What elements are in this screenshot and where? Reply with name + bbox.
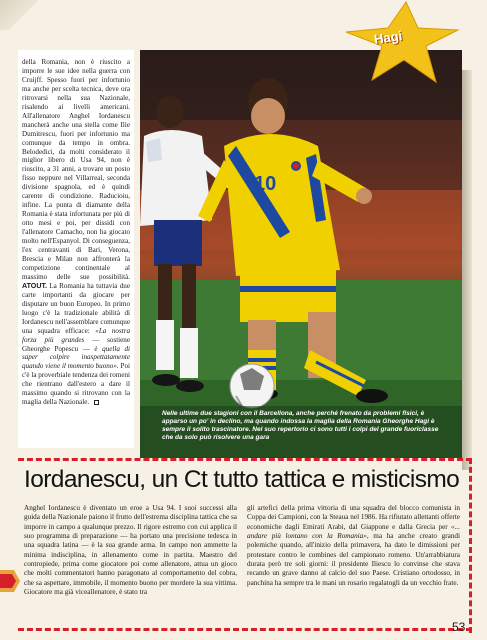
left-text-column [18, 50, 134, 448]
left-paragraph-2c: Poi c'è la proverbiale tendenza dei romeni che rientrano dall'estero a dare il massimo quando si ritrovano con la maglia della Nazionale. [22, 362, 130, 407]
shirt-number: 10 [254, 173, 277, 195]
left-paragraph-2a: La Romania ha tuttavia due carte importanti da giocare per disputare un buon Europeo. In primo luogo c'è la tradizionale abilità di Iordanescu nell'assemblare comunque una squadra efficace: [22, 281, 130, 335]
photo-caption: Nelle ultime due stagioni con il Barcellona, anche perché frenato da problemi fisici, è apparso un po' in declino, ma quando indossa la maglia della Romania Gheorghe Hagi è sempre il solito trascinatore. Nel suo repertorio ci sono tutti i colpi del grande fuoriclasse che da solo può risolvere una gara [162, 410, 439, 442]
article-column-2 [247, 504, 460, 597]
page-number: 53 [452, 620, 466, 634]
left-paragraph-2b: sostiene Gheorghe Popescu [22, 335, 130, 353]
photo-shadow [462, 70, 472, 470]
hagi-action-photo [140, 50, 462, 458]
end-of-article-mark [94, 400, 99, 405]
page-curl [0, 0, 40, 30]
article-columns [24, 504, 460, 597]
article-col2-quote: «... andare più lontano con la Romania», [247, 522, 460, 541]
article-top-border [18, 458, 472, 461]
iordanescu-article [14, 458, 472, 633]
article-col1-text: Anghel Iordanescu è diventato un eroe a Usa 94. I suoi successi alla guida della Nazionale paiono il frutto dell'estrema disciplina tattica che sa imporre in campo a qualunque prezzo. Il rigore estremo con cui applica il suo programma di preparazione — ha portato una precisione tedesca in una squadra latina — è la sua grande arma. In campo non ammette la minima indisciplina, in allenamento come in partita. Maestro del contropiede, prima come giocatore poi come allenatore, attua un gioco che molti commentatori hanno paragonato al comportamento del cobra, che sa aspettare, immobile, il momento buono per mordere la sua vittima. Giocatore ma già viceallenatore, è stato tra [24, 504, 237, 597]
badge-label: Hagi [373, 28, 404, 47]
football [230, 364, 274, 408]
popescu-quote-2: è quella di saper colpire inaspettatamente quando viene il momento buono». [22, 344, 130, 371]
article-bottom-border [18, 628, 472, 631]
article-col2-text-b: ma ha anche creato grandi polemiche quando, all'inizio della primavera, ha dato le dimissioni per protestare contro le combines del campionato romeno. Un'arrabbiatura durata però tre soli giorni: il presidente Iliescu lo convinse che stava recando un grave danno al calcio del suo Paese. Cristiano ortodosso, in panchina ha sempre tra le mani un rosario regalatogli da un vecchio frate. [247, 532, 460, 587]
red-pointer-icon [0, 566, 22, 596]
article-headline: Iordanescu, un Ct tutto tattica e misticismo [24, 466, 460, 493]
atout-label: ATOUT. [22, 281, 47, 290]
left-paragraph-1: della Romania, non è riuscito a imporre le sue idee nella guerra con Cruijff. Spesso fuori per infortunio ma anche per scelta tecnica, deve ora ritrovarsi nella sua Nazionale, risalendo ai livelli americani. All'allenatore Anghel Iordanescu mancherà anche una stella come Ilie Dumitrescu, fuori per infortunio ma comunque da tempo in ombra. Belodedici, da molti considerato il miglior libero di Usa 94, non è riuscito, a 31 anni, a trovare un posto fisso neppure nel Villarreal, seconda divisione spagnola, ed è quindi carente di condizione. Raducioiu, infine. La punta di diamante della Romania è stata infortunata per più di otto mesi e poi, per dissidi con l'allenatore Camacho, non ha giocato molto nell'Espanyol. Di conseguenza, l'ex centravanti di Bari, Verona, Brescia e Milan non affronterà la competizione continentale al massimo delle sue possibilità. [22, 58, 130, 281]
article-col2-text-a: gli artefici della prima vittoria di una squadra del blocco comunista in Coppa dei Campioni, con la Steaua nel 1986. Ha rifiutato allettanti offerte economiche dagli Emirati Arabi, dal Giappone e dalla Grecia per [247, 504, 460, 531]
left-column-text: della Romania, non è riuscito a imporre le sue idee nella guerra con Cruijff. Spesso fuori per infortunio ma anche per scelta tecnica, deve ora ritrovarsi nella sua Nazionale, risalendo ai livelli americani. All'allenatore Anghel Iordanescu mancherà anche una stella come Ilie Dumitrescu, fuori per infortunio ma comunque da tempo in ombra. Belodedici, da molti considerato il miglior libero di Usa 94, non è riuscito, a 31 anni, a trovare un posto fisso neppure nel Villarreal, seconda divisione spagnola, ed è quindi carente di condizione. Raducioiu, infine. La punta di diamante della Romania è stata infortunata per più di otto mesi e poi, per dissidi con l'allenatore Camacho, non ha giocato molto nell'Espanyol. Di conseguenza, l'ex centravanti di Bari, Verona, Brescia e Milan non affronterà la competizione continentale al massimo delle sue possibilità. ATOUT. La Romania ha tuttavia due carte importanti da giocare per disputare un buon Europeo. In primo luogo c'è la tradizionale abilità di Iordanescu nell'assemblare comunque una squadra efficace: «La nostra forza più grandes — sostiene Gheorghe Popescu — è quella di saper colpire inaspettatamente quando viene il momento buono». Poi c'è la proverbiale tendenza dei romeni che rientrano dall'estero a dare il massimo quando si ritrovano con la maglia della Nazionale. [22, 58, 130, 407]
photo-illustration [140, 50, 462, 458]
article-column-1 [24, 504, 237, 597]
article-right-border [469, 458, 472, 633]
popescu-quote-1: «La nostra forza più grandes [22, 326, 130, 344]
